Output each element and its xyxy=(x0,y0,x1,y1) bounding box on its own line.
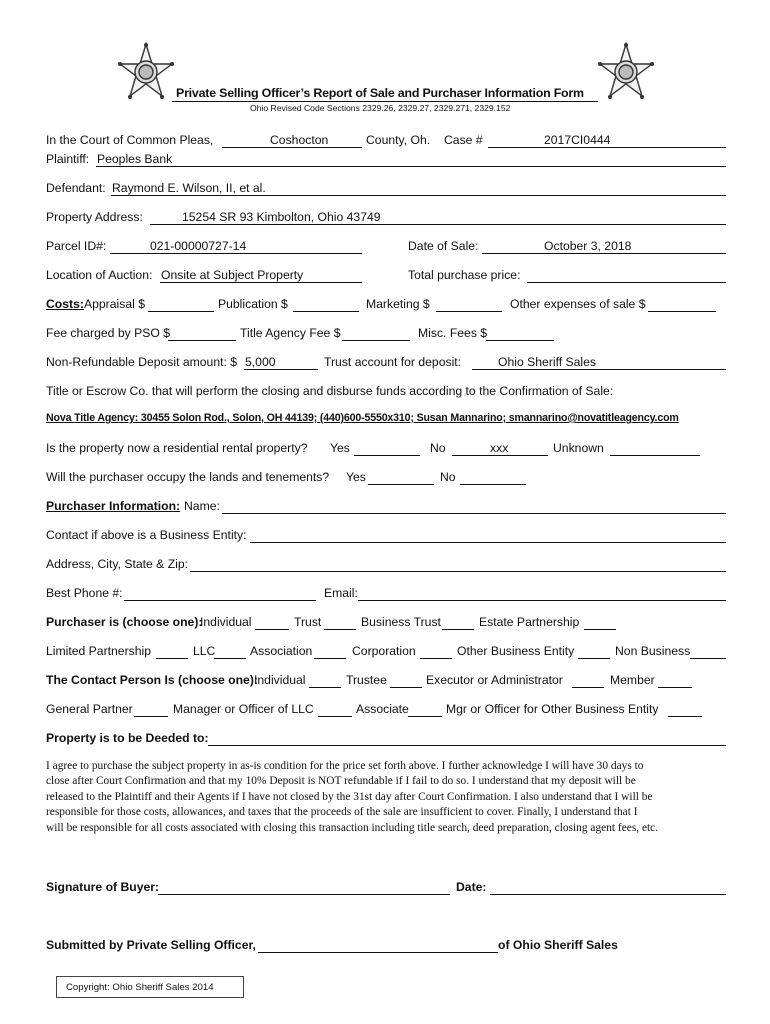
marketing-label: Marketing $ xyxy=(366,297,430,311)
email-label: Email: xyxy=(324,586,358,600)
ptype-business-trust: Business Trust xyxy=(361,615,441,629)
plaintiff-label: Plaintiff: xyxy=(46,152,90,166)
parcel-value[interactable]: 021-00000727-14 xyxy=(150,239,247,253)
date-of-sale-label: Date of Sale: xyxy=(408,239,479,253)
parcel-label: Parcel ID#: xyxy=(46,239,107,253)
agreement-line: will be responsible for all costs associated with closing this transaction including title search, deed preparation, closing agent fees, etc. xyxy=(46,821,659,834)
ptype-corporation: Corporation xyxy=(352,644,416,658)
contact-entity-label: Contact if above is a Business Entity: xyxy=(46,528,247,542)
other-expenses-label: Other expenses of sale $ xyxy=(510,297,646,311)
case-number-value[interactable]: 2017CI0444 xyxy=(544,133,611,147)
ptype-trust: Trust xyxy=(294,615,322,629)
rental-question: Is the property now a residential rental property? xyxy=(46,441,308,455)
phone-label: Best Phone #: xyxy=(46,586,123,600)
copyright-text: Copyright: Ohio Sheriff Sales 2014 xyxy=(66,982,214,993)
ptype-llc: LLC xyxy=(193,644,216,658)
county-suffix: County, Oh. xyxy=(366,133,431,147)
defendant-value[interactable]: Raymond E. Wilson, II, et al. xyxy=(112,181,266,195)
submitted-by-label: Submitted by Private Selling Officer, xyxy=(46,938,256,952)
county-value[interactable]: Coshocton xyxy=(270,133,329,147)
ctype-manager-llc: Manager or Officer of LLC xyxy=(173,702,314,716)
occupy-yes-label: Yes xyxy=(346,470,366,484)
ctype-trustee: Trustee xyxy=(346,673,387,687)
ptype-limited-partnership: Limited Partnership xyxy=(46,644,151,658)
ctype-executor: Executor or Administrator xyxy=(426,673,563,687)
copyright-box xyxy=(56,976,244,998)
ctype-mgr-other-entity: Mgr or Officer for Other Business Entity xyxy=(446,702,659,716)
form-subtitle: Ohio Revised Code Sections 2329.26, 2329.27, 2329.271, 2329.152 xyxy=(250,103,511,113)
agreement-line: I agree to purchase the subject property in as-is condition for the price set forth above. I further acknowledge I will have 30 days to xyxy=(46,760,644,772)
trust-account-value[interactable]: Ohio Sheriff Sales xyxy=(498,355,597,369)
pso-fee-label: Fee charged by PSO $ xyxy=(46,326,170,340)
case-label: Case # xyxy=(444,133,483,147)
occupy-no-label: No xyxy=(440,470,456,484)
deposit-label: Non-Refundable Deposit amount: $ xyxy=(46,355,238,369)
form-title: Private Selling Officer’s Report of Sale and Purchaser Information Form xyxy=(176,86,584,100)
plaintiff-value[interactable]: Peoples Bank xyxy=(97,152,173,166)
title-agency-fee-label: Title Agency Fee $ xyxy=(240,326,341,340)
signature-date-label: Date: xyxy=(456,880,487,894)
rental-yes-label: Yes xyxy=(330,441,350,455)
ctype-associate: Associate xyxy=(356,702,409,716)
court-label: In the Court of Common Pleas, xyxy=(46,133,214,147)
purchaser-info-heading: Purchaser Information: xyxy=(46,499,181,513)
sheriff-star-badge-right-icon xyxy=(594,42,658,106)
ptype-association: Association xyxy=(250,644,313,658)
escrow-label: Title or Escrow Co. that will perform the closing and disburse funds according to the Confirmation of Sale: xyxy=(46,384,614,398)
trust-account-label: Trust account for deposit: xyxy=(324,355,462,369)
rental-no-label: No xyxy=(430,441,446,455)
agreement-line: close after Court Confirmation and that my 10% Deposit is NOT refundable if I fail to do so. I understand that my deposit will be xyxy=(46,775,636,788)
deeded-label: Property is to be Deeded to: xyxy=(46,731,209,745)
rental-unknown-label: Unknown xyxy=(553,441,604,455)
property-address-label: Property Address: xyxy=(46,210,143,224)
ptype-non-business: Non Business xyxy=(615,644,691,658)
agreement-text xyxy=(46,759,658,836)
publication-label: Publication $ xyxy=(218,297,288,311)
occupy-question: Will the purchaser occupy the lands and tenements? xyxy=(46,470,330,484)
total-price-label: Total purchase price: xyxy=(408,268,521,282)
costs-label: Costs: xyxy=(46,297,84,311)
ptype-other-business-entity: Other Business Entity xyxy=(457,644,575,658)
rental-no-value[interactable]: xxx xyxy=(490,441,509,455)
address-label: Address, City, State & Zip: xyxy=(46,557,189,571)
ptype-estate-partnership: Estate Partnership xyxy=(479,615,580,629)
purchaser-type-heading: Purchaser is (choose one): xyxy=(46,615,203,629)
misc-fees-label: Misc. Fees $ xyxy=(418,326,488,340)
location-label: Location of Auction: xyxy=(46,268,153,282)
appraisal-label: Appraisal $ xyxy=(84,297,145,311)
escrow-value[interactable]: Nova Title Agency: 30455 Solon Rod., Solon, OH 44139; (440)600-5550x310; Susan Mannarino; smannarino@novatitleagency.com xyxy=(46,412,679,424)
sheriff-star-badge-left-icon xyxy=(114,42,178,106)
agreement-line: responsible for those costs, allowances, and taxes that the proceeds of the sale are insufficient to cover. Finally, I understand that I xyxy=(46,806,638,819)
ptype-individual: Individual xyxy=(200,615,252,629)
buyer-signature-label: Signature of Buyer: xyxy=(46,880,160,894)
property-address-value[interactable]: 15254 SR 93 Kimbolton, Ohio 43749 xyxy=(182,210,381,224)
ctype-individual: Individual xyxy=(254,673,306,687)
location-value[interactable]: Onsite at Subject Property xyxy=(161,268,304,282)
contact-type-heading: The Contact Person Is (choose one): xyxy=(46,673,258,687)
ctype-member: Member xyxy=(610,673,655,687)
defendant-label: Defendant: xyxy=(46,181,106,195)
name-label: Name: xyxy=(184,499,220,513)
deposit-value[interactable]: 5,000 xyxy=(245,355,276,369)
submitted-suffix: of Ohio Sheriff Sales xyxy=(498,938,618,952)
date-of-sale-value[interactable]: October 3, 2018 xyxy=(544,239,632,253)
ctype-general-partner: General Partner xyxy=(46,702,133,716)
agreement-line: released to the Plaintiff and their Agents if I have not closed by the 31st day after Court Confirmation. I also understand that I will be xyxy=(46,790,653,803)
